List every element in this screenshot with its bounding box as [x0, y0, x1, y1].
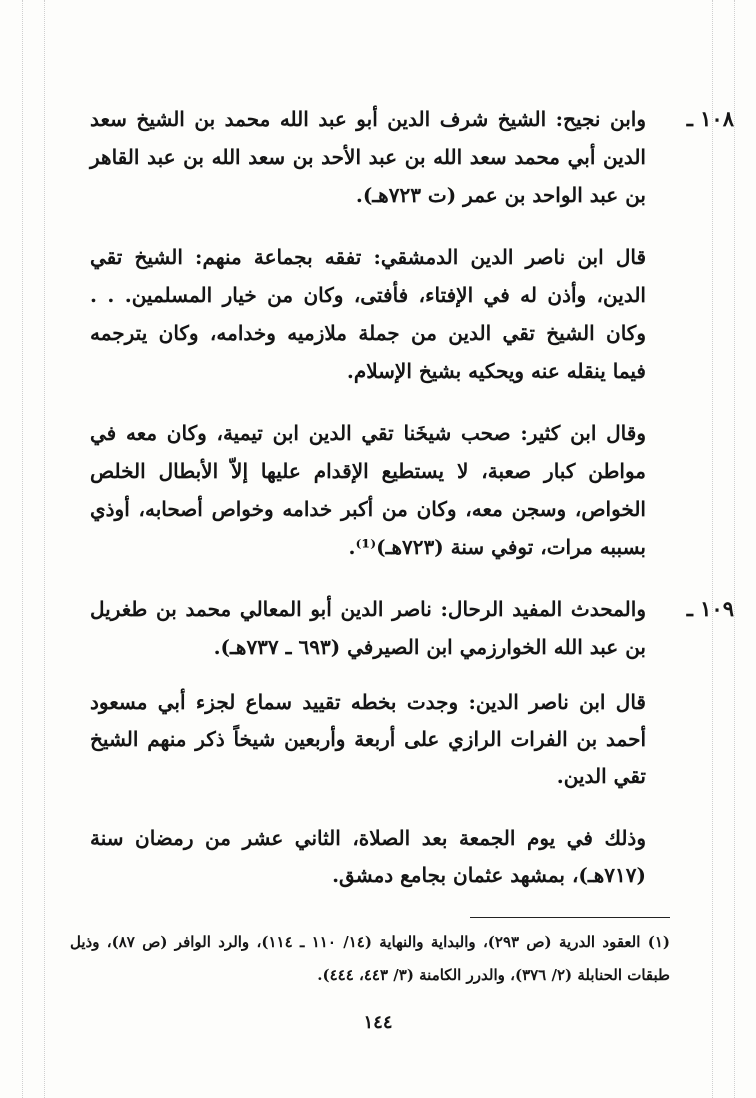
margin-guide [734, 0, 735, 1098]
margin-guide [22, 0, 23, 1098]
margin-guide [712, 0, 713, 1098]
entry-paragraph: وذلك في يوم الجمعة بعد الصلاة، الثاني عشر من رمضان سنة (٧١٧هـ)، بمشهد عثمان بجامع دمشق. [90, 826, 646, 887]
entry-number: ١٠٩ ـ [686, 596, 734, 621]
footnote: (١) العقود الدرية (ص ٢٩٣)، والبداية والنهاية (١٤/ ١١٠ ـ ١١٤)، والرد الوافر (ص ٨٧)، وذيل طبقات الحنابلة (٢/ ٣٧٦)، والدرر الكامنة (٣/ ٤٤٣، ٤٤٤). [70, 933, 671, 984]
entry-paragraph: قال ابن ناصر الدين الدمشقي: تفقه بجماعة منهم: الشيخ تقي الدين، وأذن له في الإفتاء، فأفتى، وكان من خيار المسلمين. . . وكان الشيخ تقي الدين من جملة ملازميه وخدامه، وكان يترجمه فيما ينقله عنه ويحكيه بشيخ الإسلام. [90, 245, 646, 383]
entry-paragraph: وابن نجيح: الشيخ شرف الدين أبو عبد الله محمد بن الشيخ سعد الدين أبي محمد سعد الله بن عبد الأحد بن سعد الله بن عبد القاهر بن عبد الواحد بن عمر (ت ٧٢٣هـ). [90, 107, 646, 207]
page-number: ١٤٤ [363, 1012, 393, 1033]
entry-paragraph: والمحدث المفيد الرحال: ناصر الدين أبو المعالي محمد بن طغريل بن عبد الله الخوارزمي ابن الصيرفي (٦٩٣ ـ ٧٣٧هـ). [90, 597, 646, 659]
entry-paragraph: وقال ابن كثير: صحب شيخَنا تقي الدين ابن تيمية، وكان معه في مواطن كبار صعبة، لا يستطيع الإقدام عليها إلاّ الأبطال الخلص الخواص، وسجن معه، وكان من أكبر خدامه وخواص أصحابه، أوذي بسببه مرات، توفي سنة (٧٢٣هـ)⁽¹⁾. [90, 421, 646, 559]
entry-number: ١٠٨ ـ [686, 106, 734, 131]
margin-guide [44, 0, 45, 1098]
footnote-separator [470, 917, 670, 918]
entry-paragraph: قال ابن ناصر الدين: وجدت بخطه تقييد سماع لجزء أبي مسعود أحمد بن الفرات الرازي على أربعة وأربعين شيخاً ذكر منهم الشيخ تقي الدين. [90, 690, 646, 788]
